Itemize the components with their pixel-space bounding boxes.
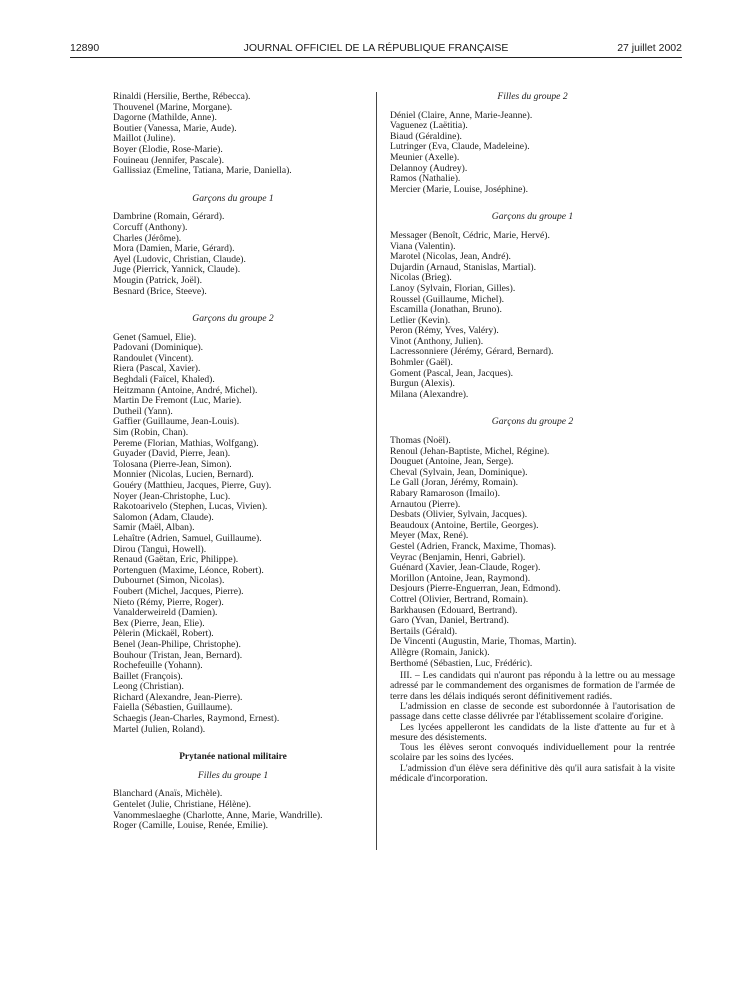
list-entry: Dagorne (Mathilde, Anne).: [113, 112, 217, 124]
list-entry: Corcuff (Anthony).: [113, 221, 188, 233]
list-entry: Pereme (Florian, Mathias, Wolfgang).: [113, 437, 259, 449]
list-entry: Vinot (Anthony, Julien).: [390, 335, 484, 347]
list-entry: Dubournet (Simon, Nicolas).: [113, 575, 225, 587]
list-entry: Meyer (Max, René).: [390, 530, 469, 542]
list-entry: Allègre (Romain, Janick).: [390, 646, 490, 658]
list-entry: Nieto (Rémy, Pierre, Roger).: [113, 596, 224, 608]
list-entry: Randoulet (Vincent).: [113, 352, 194, 364]
list-entry: Peron (Rémy, Yves, Valéry).: [390, 325, 499, 337]
list-entry: Roger (Camille, Louise, Renée, Emilie).: [113, 820, 269, 832]
section-heading: Garçons du groupe 1: [192, 192, 274, 204]
list-entry: Nicolas (Brieg).: [390, 272, 452, 284]
list-entry: Ayel (Ludovic, Christian, Claude).: [113, 253, 246, 265]
institution-heading: Prytanée national militaire: [179, 752, 287, 763]
name-list: [113, 789, 353, 831]
list-entry: Thouvenel (Marine, Morgane).: [113, 101, 233, 113]
list-entry: Padovani (Dominique).: [113, 342, 204, 354]
header-rule: [70, 57, 682, 58]
list-entry: Vaguenez (Laëtitia).: [390, 120, 468, 132]
list-entry: Bertails (Gérald).: [390, 625, 458, 637]
list-entry: Bouhour (Tristan, Jean, Bernard).: [113, 649, 243, 661]
list-entry: Lutringer (Eva, Claude, Madeleine).: [390, 141, 530, 153]
list-entry: Foubert (Michel, Jacques, Pierre).: [113, 585, 244, 597]
list-entry: Dutheil (Yann).: [113, 405, 173, 417]
list-entry: Roussel (Guillaume, Michel).: [390, 293, 505, 305]
list-entry: Juge (Pierrick, Yannick, Claude).: [113, 264, 241, 276]
list-entry: Baillet (François).: [113, 670, 183, 682]
list-entry: Boutier (Vanessa, Marie, Aude).: [113, 122, 237, 134]
name-list: [390, 111, 675, 196]
list-entry: Martin De Fremont (Luc, Marie).: [113, 395, 242, 407]
list-entry: Rabary Ramaroson (Imailo).: [390, 488, 501, 499]
list-entry: Rakotoarivelo (Stephen, Lucas, Vivien).: [113, 501, 268, 513]
list-entry: Monnier (Nicolas, Lucien, Bernard).: [113, 469, 254, 481]
list-entry: Viana (Valentin).: [390, 240, 456, 252]
list-entry: Douguet (Antoine, Jean, Serge).: [390, 456, 514, 468]
list-entry: Fouineau (Jennifer, Pascale).: [113, 154, 224, 166]
column-divider: [376, 92, 377, 850]
list-entry: Delannoy (Audrey).: [390, 162, 468, 174]
list-entry: Rinaldi (Hersilie, Berthe, Rébecca).: [113, 91, 251, 102]
list-entry: Martel (Julien, Roland).: [113, 723, 206, 735]
list-entry: Burgun (Alexis).: [390, 378, 455, 390]
list-entry: Desjours (Pierre-Enguerran, Jean, Edmond).: [390, 583, 561, 595]
list-entry: Schaegis (Jean-Charles, Raymond, Ernest).: [113, 713, 280, 725]
list-entry: Veyrac (Benjamin, Henri, Gabriel).: [390, 551, 526, 563]
list-entry: Déniel (Claire, Anne, Marie-Jeanne).: [390, 109, 533, 121]
list-entry: Meunier (Axelle).: [390, 151, 460, 163]
list-entry: Berthomé (Sébastien, Luc, Frédéric).: [390, 657, 533, 669]
list-entry: Mora (Damien, Marie, Gérard).: [113, 243, 235, 255]
list-entry: Cottrel (Olivier, Bertrand, Romain).: [390, 593, 529, 605]
list-entry: Mougin (Patrick, Joël).: [113, 274, 202, 286]
list-entry: Salomon (Adam, Claude).: [113, 511, 214, 523]
section-heading: Garçons du groupe 1: [491, 211, 574, 223]
page-header: [70, 42, 682, 56]
name-list: [113, 333, 353, 736]
list-entry: Renaud (Gaëtan, Eric, Philippe).: [113, 554, 239, 566]
list-entry: Cheval (Sylvain, Jean, Dominique).: [390, 466, 528, 478]
list-entry: Beghdali (Faïcel, Khaled).: [113, 374, 215, 386]
list-entry: Richard (Alexandre, Jean-Pierre).: [113, 691, 243, 703]
name-list: [390, 436, 675, 669]
list-entry: Renoul (Jehan-Baptiste, Michel, Régine).: [390, 445, 550, 457]
publication-date: 27 juillet 2002: [617, 42, 682, 54]
list-entry: Desbats (Olivier, Sylvain, Jacques).: [390, 509, 528, 521]
list-entry: Benel (Jean-Philipe, Christophe).: [113, 638, 241, 650]
list-entry: Vanalderweireld (Damien).: [113, 607, 218, 619]
list-entry: Morillon (Antoine, Jean, Raymond).: [390, 572, 531, 584]
list-entry: Gentelet (Julie, Christiane, Hélène).: [113, 799, 251, 811]
list-entry: Besnard (Brice, Steeve).: [113, 285, 207, 297]
paragraph: III. – Les candidats qui n'auront pas répondu à la lettre ou au message adressé par le commandement des organismes de formation de l'armée de terre dans les délais indiqués seront définitivement radiés.: [390, 670, 675, 702]
name-list: [390, 231, 675, 401]
list-entry: Guyader (David, Pierre, Jean).: [113, 448, 231, 460]
paragraph: Tous les élèves seront convoqués individuellement pour la rentrée scolaire par les soins des lycées.: [390, 742, 675, 764]
list-entry: Dujardin (Arnaud, Stanislas, Martial).: [390, 261, 537, 273]
list-entry: Messager (Benoît, Cédric, Marie, Hervé).: [390, 229, 550, 241]
paragraph: Les lycées appelleront les candidats de la liste d'attente au fur et à mesure des désistements.: [390, 721, 675, 743]
list-entry: Charles (Jérôme).: [113, 232, 182, 244]
list-entry: Garo (Yvan, Daniel, Bertrand).: [390, 615, 509, 627]
name-list: [113, 92, 353, 177]
list-entry: Escamilla (Jonathan, Bruno).: [390, 304, 502, 316]
list-entry: Guénard (Xavier, Jean-Claude, Roger).: [390, 562, 541, 574]
section-heading: Filles du groupe 2: [497, 91, 568, 102]
list-entry: Dambrine (Romain, Gérard).: [113, 211, 225, 223]
paragraph: L'admission d'un élève sera définitive dès qu'il aura satisfait à la visite médicale d'incorporation.: [390, 762, 675, 785]
right-column: [390, 92, 675, 784]
list-entry: Le Gall (Joran, Jérémy, Romain).: [390, 477, 519, 489]
list-entry: Maillot (Juline).: [113, 133, 176, 145]
list-entry: Biaud (Géraldine).: [390, 130, 462, 142]
list-entry: Lanoy (Sylvain, Florian, Gilles).: [390, 282, 516, 294]
list-entry: Lehaître (Adrien, Samuel, Guillaume).: [113, 532, 262, 544]
list-entry: Portenguen (Maxime, Léonce, Robert).: [113, 564, 264, 576]
list-entry: Heitzmann (Antoine, André, Michel).: [113, 384, 258, 396]
closing-paragraphs: [390, 671, 675, 784]
section-heading: Garçons du groupe 2: [491, 416, 574, 428]
list-entry: Bex (Pierre, Jean, Elie).: [113, 617, 205, 629]
page-number: 12890: [70, 42, 100, 54]
list-entry: Arnautou (Pierre).: [390, 498, 461, 510]
list-entry: Barkhausen (Edouard, Bertrand).: [390, 604, 518, 616]
list-entry: De Vincenti (Augustin, Marie, Thomas, Martin).: [390, 636, 577, 648]
journal-title: JOURNAL OFFICIEL DE LA RÉPUBLIQUE FRANÇAISE: [243, 42, 509, 54]
left-column: [113, 92, 353, 832]
list-entry: Bohmler (Gaël).: [390, 357, 453, 369]
list-entry: Sim (Robin, Chan).: [113, 427, 189, 439]
list-entry: Lacressonniere (Jérémy, Gérard, Bernard).: [390, 346, 554, 358]
list-entry: Rochefeuille (Yohann).: [113, 660, 203, 672]
list-entry: Goment (Pascal, Jean, Jacques).: [390, 367, 514, 379]
section-heading: Filles du groupe 1: [197, 769, 269, 781]
list-entry: Blanchard (Anaïs, Michèle).: [113, 788, 223, 800]
list-entry: Gouéry (Matthieu, Jacques, Pierre, Guy).: [113, 480, 272, 491]
name-list: [113, 212, 353, 297]
list-entry: Milana (Alexandre).: [390, 388, 469, 400]
list-entry: Gallissiaz (Emeline, Tatiana, Marie, Daniella).: [113, 165, 292, 177]
list-entry: Dirou (Tanguì, Howell).: [113, 543, 207, 555]
list-entry: Pèlerin (Mickaël, Robert).: [113, 628, 214, 640]
list-entry: Thomas (Noël).: [390, 435, 451, 447]
list-entry: Samir (Maël, Alban).: [113, 522, 195, 534]
list-entry: Gestel (Adrien, Franck, Maxime, Thomas).: [390, 540, 557, 552]
list-entry: Boyer (Elodie, Rose-Marie).: [113, 143, 223, 155]
list-entry: Ramos (Nathalie).: [390, 173, 461, 185]
list-entry: Riera (Pascal, Xavier).: [113, 363, 201, 375]
list-entry: Tolosana (Pierre-Jean, Simon).: [113, 458, 232, 470]
list-entry: Gaffier (Guillaume, Jean-Louis).: [113, 416, 240, 428]
list-entry: Leong (Christian).: [113, 681, 184, 693]
paragraph: L'admission en classe de seconde est subordonnée à l'autorisation de passage dans cette classe délivrée par l'établissement scolaire d'origine.: [390, 700, 675, 723]
list-entry: Marotel (Nicolas, Jean, André).: [390, 251, 511, 263]
list-entry: Mercier (Marie, Louise, Joséphine).: [390, 183, 528, 195]
list-entry: Letlier (Kevin).: [390, 314, 451, 326]
list-entry: Beaudoux (Antoine, Bertile, Georges).: [390, 519, 539, 531]
list-entry: Vanommeslaeghe (Charlotte, Anne, Marie, Wandrille).: [113, 809, 323, 821]
section-heading: Garçons du groupe 2: [192, 313, 274, 325]
list-entry: Noyer (Jean-Christophe, Luc).: [113, 490, 231, 502]
list-entry: Genet (Samuel, Elie).: [113, 331, 197, 343]
list-entry: Faiella (Sébastien, Guillaume).: [113, 702, 233, 714]
